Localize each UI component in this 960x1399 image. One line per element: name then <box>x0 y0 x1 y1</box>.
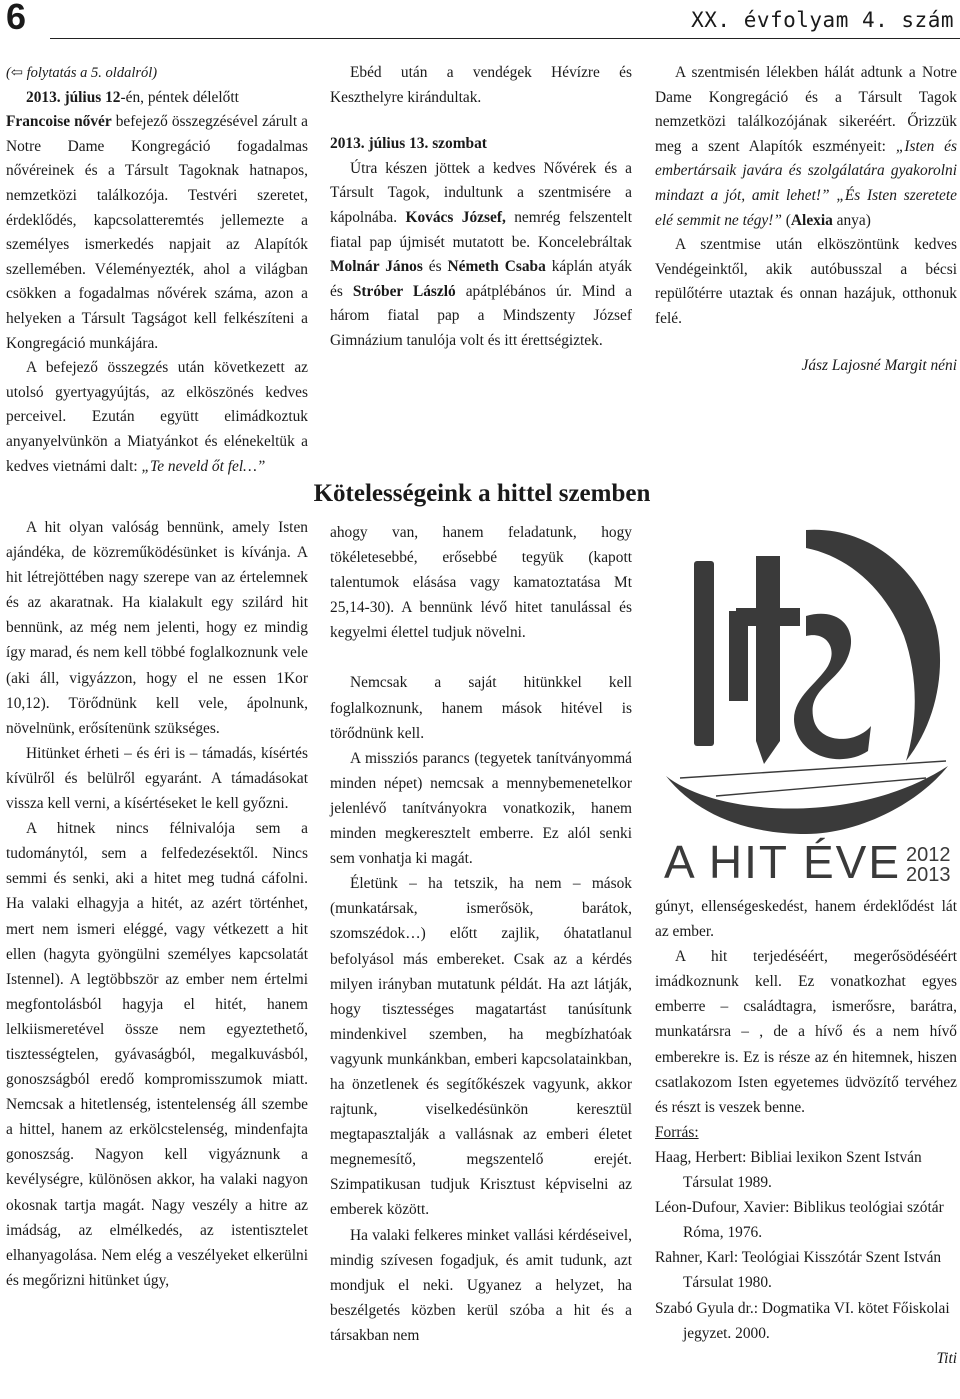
report-text: és <box>422 258 448 276</box>
source-item: Haag, Herbert: Bibliai lexikon Szent István Társulat 1989. <box>655 1148 922 1192</box>
logo-year-1: 2012 <box>906 844 951 866</box>
report-paragraph-5 <box>655 61 957 233</box>
article-paragraph: Hitünket érheti – és éri is – támadás, kísértés kívülről és belülről egyaránt. A támadásokat vissza kell verni, a kísértéseket le kell győzni. <box>6 744 308 813</box>
article-paragraph: Életünk – ha tetszik, ha nem – mások (munkatársak, ismerősök, barátok, szomszédok…) előtt zajlik, óhatatlanul befolyásol más embereket. Csak az a kérdés milyen irányban mutatunk példát. Ha azt látják, hogy tisztességes magatartást tanúsítunk mindenkivel szemben, ha megbízhatóak vagyunk munkánkban, emberi kapcsolatainkban, ha önzetlenek és segítőkészek vagyunk, akkor rajtunk, viselkedésünkön keresztül megtapasztalják a vallásnak az emberi életet megnemesítő, megszentelő erejét. Szimpatikusan tudjuk Krisztust képviselni az emberek között. <box>330 875 632 1219</box>
logo-arc <box>806 530 940 761</box>
article-paragraph: A hit terjedéséért, megerősödéséért imádkoznunk kell. Ez vonatkozhat egyes emberre – családtagra, ismerősre, barátra, munkatársra – , de a hívő és a nem hívő emberekre is. Ez is része az én hitemnek, hiszen csatlakozom Isten egyetemes üdvözítő tervéhez és részt is veszek benne. <box>655 948 957 1116</box>
source-item: Léon-Dufour, Xavier: Biblikus teológiai szótár Róma, 1976. <box>655 1199 944 1242</box>
report-date-2: 2013. július 13. szombat <box>330 135 487 153</box>
person-name: Francoise nővér <box>6 113 112 131</box>
report-text: -én, péntek délelőtt <box>120 88 239 106</box>
article-paragraph: Nemcsak a saját hitünkkel kell foglalkoznunk, hanem mások hitével is törődnünk kell. <box>330 674 632 742</box>
report-text: káplán atyák és <box>330 258 632 300</box>
report-paragraph-1 <box>6 86 308 357</box>
article-paragraph: A hitnek nincs félnivalója sem a tudománytól, sem a felfedezésektől. Nincs semmi és senki, aki a hitet meg tudná cáfolni. Ha valaki elhagyja a hitét, az azért történhet, mert nem ismeri eléggé, vagy vétkezett a hit ellen (hagyta gyöngülni személyes kapcsolatát Istennel). A legtöbbször az ember nem értelmi megfontolásból hagyja el hitét, hanem lelkiismeretével össze nem egyeztethető, tisztességtelen, gyávaságból, megalkuvásból, gonoszságból eredő kompromisszumok miatt. Nemcsak a hitetlenség, istentelenség áll szembe a hittel, hanem az erkölcstelenség, mindenfajta gonoszság. Nagyon kell vigyáznunk a kevélységre, különösen akkor, ha valaki nagyon okosnak tartja magát. Nagy veszély a hitre az imádság, az elmélkedés, az istentisztelet elhanyagolása. Nem elég a veszélyeket elkerülni és megőrizni hitünket úgy, <box>6 820 308 1289</box>
year-of-faith-logo <box>656 516 956 886</box>
article-paragraph: ahogy van, hanem feladatunk, hogy tökéletesebbé, erősebbé tegyük (kapott talentumok elásása vagy kamatoztatása Mt 25,14-30). A bennünk lévő hitet tanulással és kegyelmi élettel tudjuk növelni. <box>330 524 632 642</box>
person-name: Alexia <box>790 211 833 229</box>
page-number: 6 <box>6 0 27 37</box>
logo-text: A HIT ÉVE <box>664 836 902 886</box>
article-author: Titi <box>936 1349 957 1367</box>
report-paragraph-3: Ebéd után a vendégek Hévízre és Keszthelyre kirándultak. <box>330 64 632 106</box>
song-title: „Te neveld őt fel…” <box>141 457 266 475</box>
logo-letter-i <box>694 561 714 746</box>
page-header <box>0 0 960 40</box>
report-column-3 <box>655 61 957 378</box>
logo-cross-bar <box>736 608 800 626</box>
report-paragraph-6: A szentmise után elköszöntünk kedves Vendégeinktől, akik autóbusszal a bécsi repülőtérre utaztak és onnan hazájuk, otthonuk felé. <box>655 236 957 327</box>
person-name: Németh Csaba <box>447 258 546 276</box>
report-text: anya) <box>832 211 871 229</box>
article-column-2 <box>330 520 632 1348</box>
logo-graphic <box>656 516 956 886</box>
article-column-1 <box>6 515 308 1293</box>
source-item: Szabó Gyula dr.: Dogmatika VI. kötet Főiskolai jegyzet. 2000. <box>655 1299 950 1342</box>
report-column-2b <box>330 61 632 354</box>
article-paragraph: A missziós parancs (tegyetek tanítványommá minden népet) nemcsak a mennybemenetelkor jelenlévő tanítványokra vonatkozik, hanem minden megkeresztelt emberre. Ez alól senki sem vonhatja ki magát. <box>330 749 632 868</box>
article-title: Kötelességeink a hittel szemben <box>313 480 651 507</box>
header-rule <box>50 38 960 39</box>
person-name: Stróber László <box>352 282 456 300</box>
source-item: Rahner, Karl: Teológiai Kisszótár Szent István Társulat 1980. <box>655 1249 942 1292</box>
report-text: nemrég felszentelt fiatal pap újmisét mutatott be. Koncelebráltak <box>330 208 632 251</box>
report-date-1: 2013. július 12 <box>26 88 121 106</box>
article-paragraph: Ha valaki felkeres minket vallási kérdéseivel, mindig szívesen fogadjuk, és amit tudunk, azt mondjuk el neki. Ugyanez a helyzet, ha beszélgetés közben kerül szóba a hit és a társakban nem <box>330 1226 632 1344</box>
report-text: befejező összegzésével zárult a Notre Dame Kongregáció fogadalmas nővéreinek és a Társult Tagoknak hatnapos, nemzetközi találkozója. Testvéri szeretet, érdeklődés, kapcsolatteremtés jellemezte a személyes ismerkedés napjait az Alapítók szellemében. Véleményezték, ahol a világban csökken a fogadalmas nővérek száma, azon a helyeken a Társult Tagságot kell felkészíteni a Kongregáció munkájára. <box>6 113 308 352</box>
issue-label: XX. évfolyam 4. szám <box>691 8 954 32</box>
logo-letter-s <box>794 614 871 759</box>
report-paragraph-2 <box>6 356 308 479</box>
report-text: A szentmisén lélekben hálát adtunk a Notre Dame Kongregáció és a Társult Tagok nemzetközi találkozójának sikeréért. Őrizzük meg a szent Alapítók eszményeit: <box>655 64 957 155</box>
logo-year-2: 2013 <box>906 864 951 886</box>
report-signature: Jász Lajosné Margit néni <box>801 356 957 374</box>
sources-label: Forrás: <box>655 1123 699 1141</box>
founders-quote: „Isten és embertársaik javára és szolgálatára gyakorolni mindazt a jót, amit lehet!” „És Isten szeretete elé semmit ne tégy!” <box>655 137 957 229</box>
report-text: A befejező összegzés után következett az utolsó gyertyagyújtás, az elköszönés kedves perceivel. Ezután együtt elimádkoztuk anyanyelvünkön a Miatyánkot és elénekeltük a kedves vietnámi dalt: <box>6 359 308 475</box>
report-column-1 <box>6 61 308 479</box>
report-text: apátplébános úr. Mind a három fiatal pap a Mindszenty József Gimnázium tanulója volt és itt érettségiztek. <box>330 282 633 349</box>
article-paragraph: gúnyt, ellenségeskedést, hanem érdeklődést lát az ember. <box>655 898 957 941</box>
report-text: ( <box>781 211 791 229</box>
continued-note: (⇦ folytatás a 5. oldalról) <box>6 65 158 81</box>
person-name: Molnár János <box>330 258 423 276</box>
logo-cross-stem <box>756 556 780 764</box>
report-paragraph-4 <box>330 157 632 354</box>
person-name: Kovács József, <box>405 208 506 226</box>
article-paragraph: A hit olyan valóság bennünk, amely Isten ajándéka, de közreműködésünket is kívánja. A hit létrejöttében nagy szerepe van az értelemnek és az akaratnak. Ha kialakult egy szilárd hit bennünk, az még nem jelenti, hogy ez mindig így marad, és nem kell többé foglalkoznunk vele (aki áll, vigyázzon, hogy el ne essen 1Kor 10,12). Törődnünk kell vele, ápolnunk, növelnünk, erősítenünk szükséges. <box>6 519 308 737</box>
report-text: Útra készen jöttek a kedves Nővérek és a Társult Tagok, indultunk a szentmisére a kápolnába. <box>330 159 632 226</box>
article-column-3 <box>655 894 957 1371</box>
